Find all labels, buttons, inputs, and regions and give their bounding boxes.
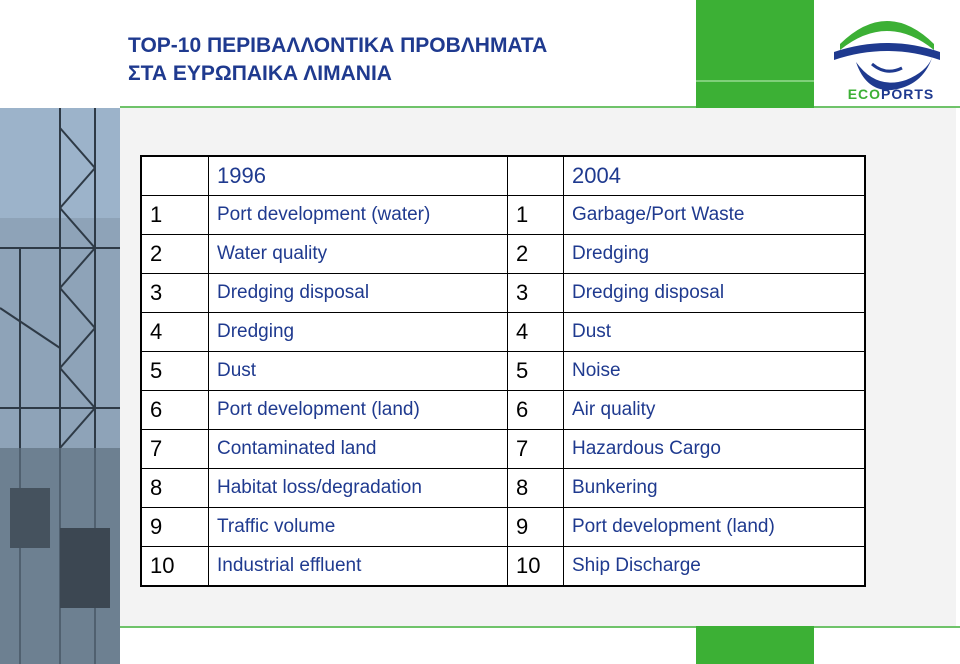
title-line-2: ΣΤΑ ΕΥΡΩΠΑΙΚΑ ΛΙΜΑΝΙΑ xyxy=(128,62,392,85)
table-row xyxy=(141,274,865,313)
table-header-row xyxy=(141,156,865,196)
rank-right: 5 xyxy=(508,352,564,391)
issue-2004: Garbage/Port Waste xyxy=(564,196,866,235)
issue-2004: Air quality xyxy=(564,391,866,430)
table-row xyxy=(141,391,865,430)
rank-left: 4 xyxy=(141,313,209,352)
issue-1996: Contaminated land xyxy=(209,430,508,469)
table-row xyxy=(141,235,865,274)
page-title xyxy=(128,32,668,88)
table-row xyxy=(141,196,865,235)
header-empty-cell xyxy=(141,156,209,196)
rank-right: 9 xyxy=(508,508,564,547)
table-row xyxy=(141,313,865,352)
logo-text-ports: PORTS xyxy=(881,86,935,102)
rank-left: 9 xyxy=(141,508,209,547)
issue-2004: Dust xyxy=(564,313,866,352)
footer-divider-line xyxy=(120,626,960,628)
rank-left: 5 xyxy=(141,352,209,391)
logo-text-eco: ECO xyxy=(847,86,882,102)
issue-2004: Dredging xyxy=(564,235,866,274)
issue-1996: Industrial effluent xyxy=(209,547,508,587)
year-2004-header: 2004 xyxy=(564,156,866,196)
header-empty-cell xyxy=(508,156,564,196)
table-row xyxy=(141,430,865,469)
table-row xyxy=(141,352,865,391)
year-1996-header: 1996 xyxy=(209,156,508,196)
rank-left: 6 xyxy=(141,391,209,430)
issue-1996: Port development (water) xyxy=(209,196,508,235)
rank-left: 1 xyxy=(141,196,209,235)
issue-2004: Hazardous Cargo xyxy=(564,430,866,469)
rank-right: 10 xyxy=(508,547,564,587)
table-row xyxy=(141,508,865,547)
rank-left: 3 xyxy=(141,274,209,313)
issue-1996: Traffic volume xyxy=(209,508,508,547)
issue-2004: Bunkering xyxy=(564,469,866,508)
logo-wordmark xyxy=(836,86,946,102)
issue-1996: Dust xyxy=(209,352,508,391)
issue-2004: Ship Discharge xyxy=(564,547,866,587)
issue-1996: Port development (land) xyxy=(209,391,508,430)
title-line-1: TOP-10 ΠΕΡΙΒΑΛΛΟΝΤΙΚΑ ΠΡΟΒΛΗΜΑΤΑ xyxy=(128,34,548,57)
rank-left: 10 xyxy=(141,547,209,587)
green-accent-block-bottom xyxy=(696,626,814,664)
issue-1996: Dredging xyxy=(209,313,508,352)
rank-right: 6 xyxy=(508,391,564,430)
rank-right: 1 xyxy=(508,196,564,235)
rank-left: 2 xyxy=(141,235,209,274)
rank-right: 7 xyxy=(508,430,564,469)
issue-2004: Dredging disposal xyxy=(564,274,866,313)
issue-1996: Habitat loss/degradation xyxy=(209,469,508,508)
rank-left: 7 xyxy=(141,430,209,469)
rank-right: 3 xyxy=(508,274,564,313)
green-accent-block-top xyxy=(696,0,814,108)
issue-2004: Port development (land) xyxy=(564,508,866,547)
rank-right: 8 xyxy=(508,469,564,508)
port-crane-photo xyxy=(0,108,120,664)
table-row xyxy=(141,469,865,508)
table-row xyxy=(141,547,865,587)
ranking-table xyxy=(140,155,866,587)
rank-left: 8 xyxy=(141,469,209,508)
rank-right: 4 xyxy=(508,313,564,352)
rank-right: 2 xyxy=(508,235,564,274)
issue-1996: Dredging disposal xyxy=(209,274,508,313)
issue-2004: Noise xyxy=(564,352,866,391)
issue-1996: Water quality xyxy=(209,235,508,274)
